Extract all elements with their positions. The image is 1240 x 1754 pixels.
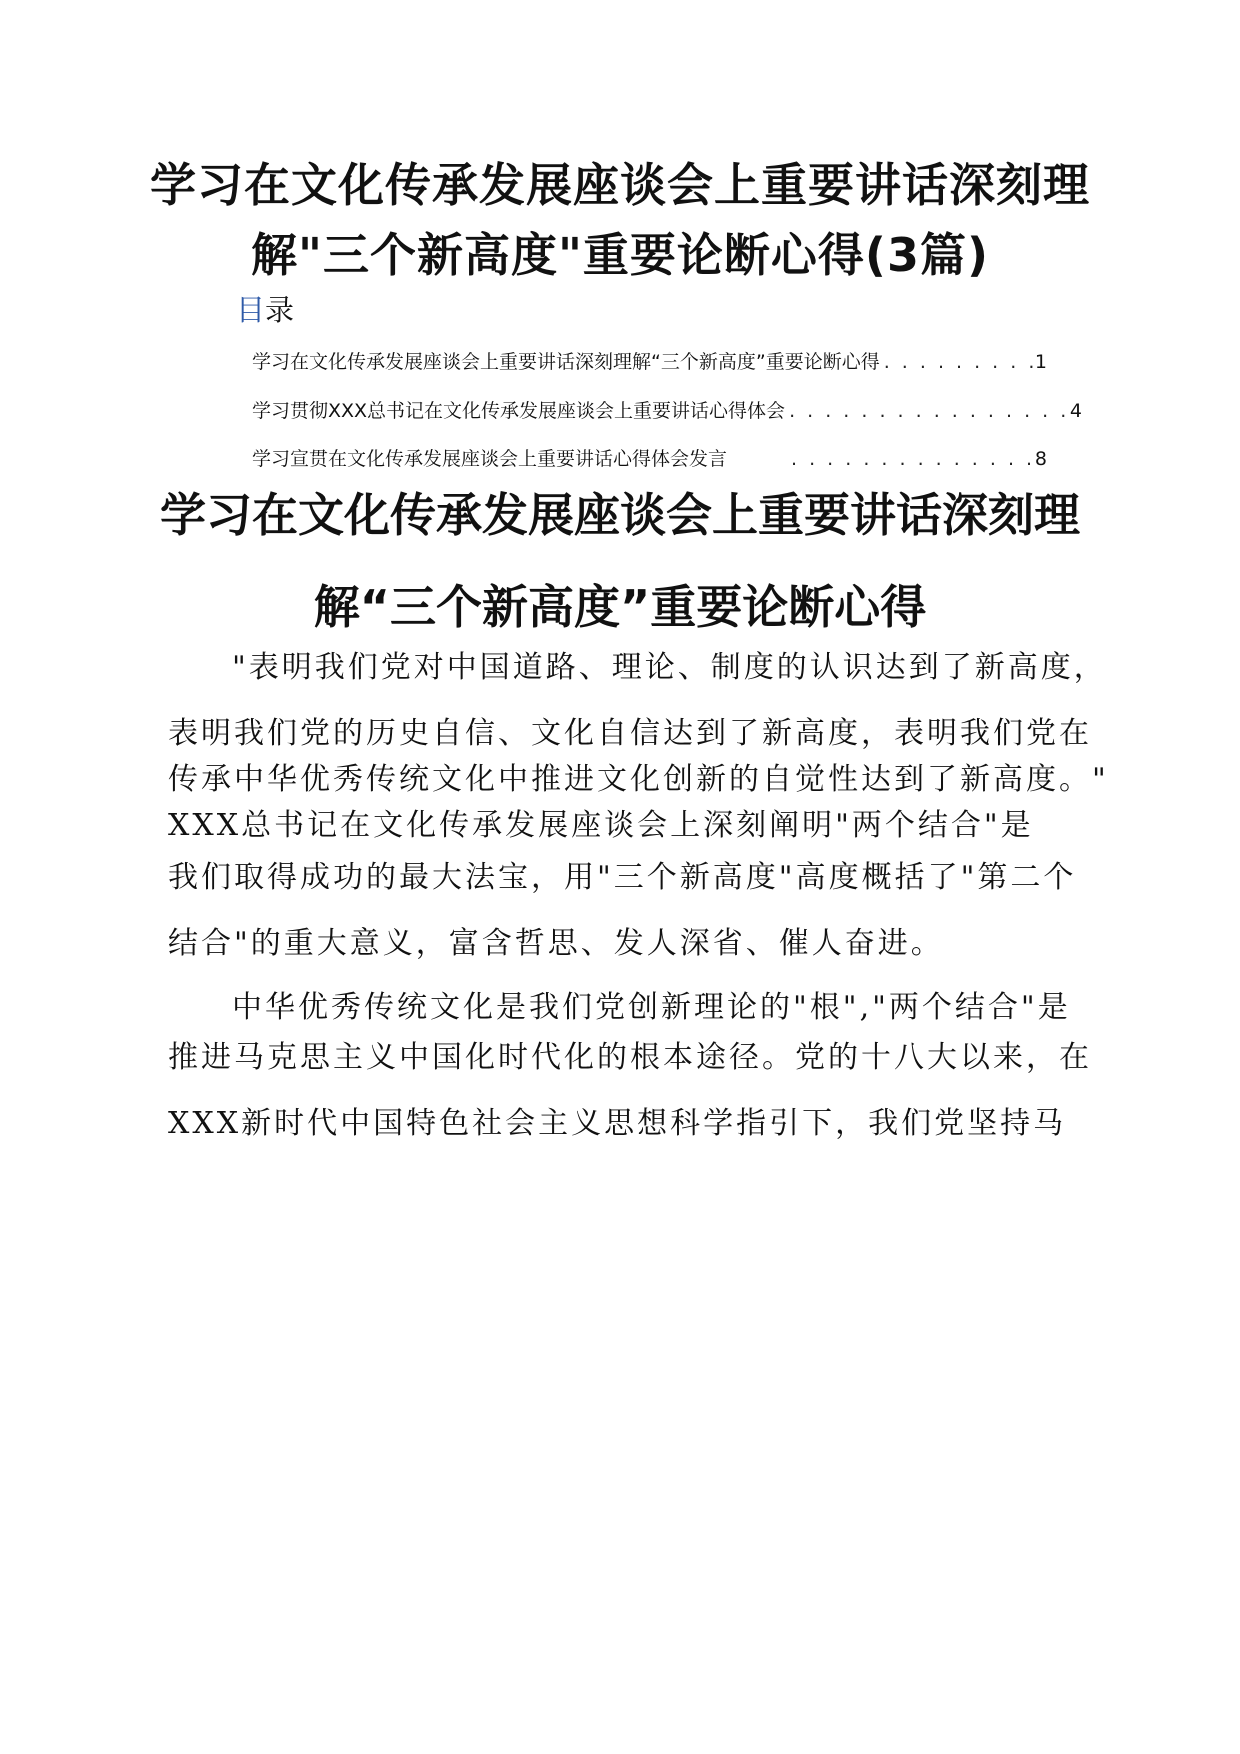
toc-leader-dots [787,444,1033,474]
toc-heading [236,290,294,330]
document-title-line-2: 解"三个新高度"重要论断心得(3篇) [251,228,989,282]
toc-heading-first-char: 目 [236,293,266,327]
body-text-line: XXX总书记在文化传承发展座谈会上深刻阐明"两个结合"是 [168,808,1034,843]
toc-entry-page: 1 [1034,351,1047,373]
document-title-line-1: 学习在文化传承发展座谈会上重要讲话深刻理 [150,158,1090,212]
toc-heading-rest: 录 [265,293,295,327]
body-text-line: 结合"的重大意义，富含哲思、发人深省、催人奋进。 [168,926,944,961]
body-text-line: 中华优秀传统文化是我们党创新理论的"根","两个结合"是 [232,990,1071,1025]
body-text-line: XXX新时代中国特色社会主义思想科学指引下，我们党坚持马 [168,1106,1067,1141]
toc-entry-text: 学习宣贯在文化传承发展座谈会上重要讲话心得体会发言 [252,448,728,470]
toc-entry-2[interactable] [252,396,1082,426]
body-text-line: 传承中华优秀传统文化中推进文化创新的自觉性达到了新高度。" [168,762,1109,797]
toc-entry-text: 学习贯彻XXX总书记在文化传承发展座谈会上重要讲话心得体会 [252,400,786,422]
body-text-line: 表明我们党的历史自信、文化自信达到了新高度，表明我们党在 [168,716,1092,751]
toc-entry-page: 4 [1069,400,1082,422]
body-text-line: 我们取得成功的最大法宝，用"三个新高度"高度概括了"第二个 [168,860,1077,895]
toc-entry-1[interactable] [252,347,1047,377]
toc-entry-page: 8 [1034,448,1047,470]
body-text-line: 推进马克思主义中国化时代化的根本途径。党的十八大以来，在 [168,1040,1092,1075]
section-title-line-2: 解“三个新高度”重要论断心得 [313,580,927,634]
toc-leader-dots [785,396,1068,426]
section-title-line-1: 学习在文化传承发展座谈会上重要讲话深刻理 [160,488,1080,542]
toc-entry-text: 学习在文化传承发展座谈会上重要讲话深刻理解“三个新高度”重要论断心得 [252,351,880,373]
toc-leader-dots [880,347,1033,377]
body-text-line: "表明我们党对中国道路、理论、制度的认识达到了新高度， [232,650,1107,685]
toc-entry-3[interactable] [252,444,1047,474]
